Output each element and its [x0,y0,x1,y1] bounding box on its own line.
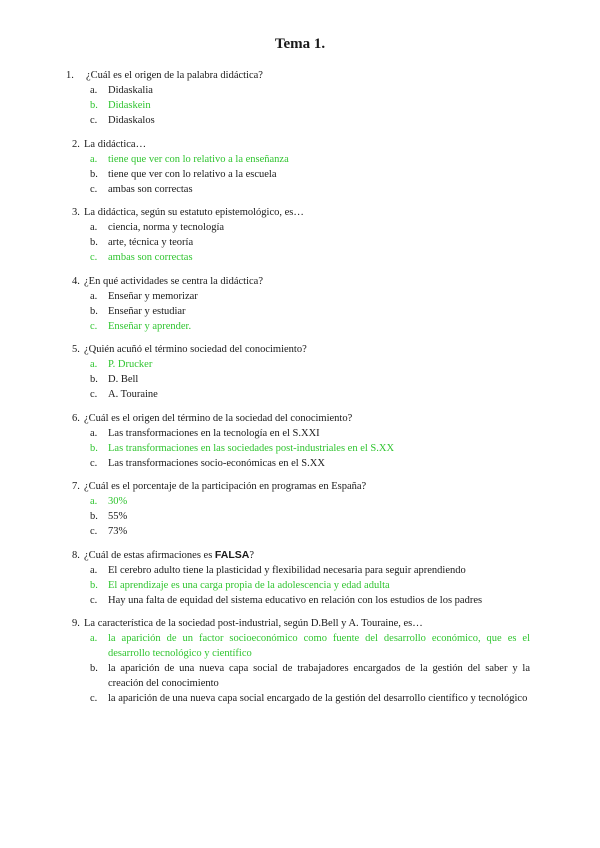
option-letter: b. [90,374,98,385]
option-letter: c. [90,693,98,704]
option-c-correct [0,250,600,265]
option-text: D. Bell [108,374,139,385]
page-title: Tema 1. [274,36,326,52]
option-c-correct [0,319,600,334]
option-letter: c. [90,526,98,537]
question-text: ¿Cuál es el origen de la palabra didáctica? [86,70,263,81]
option-a-correct [0,152,600,167]
option-a [0,563,600,578]
option-a-correct [0,494,600,509]
question-list [0,68,600,715]
option-letter: a. [90,85,98,96]
option-letter: c. [90,252,98,263]
option-text: Enseñar y memorizar [108,290,198,302]
question-number: 9. [72,618,80,629]
option-b-correct [0,441,600,456]
option-c [0,593,600,608]
option-text: 73% [108,526,128,537]
option-letter: b. [90,237,98,248]
option-letter: b. [90,305,98,317]
option-letter: c. [90,115,98,126]
option-letter: b. [90,663,98,674]
question-text-emphasis: FALSA [214,548,250,561]
option-b [0,372,600,387]
option-text: Enseñar y estudiar [108,305,186,317]
option-text: arte, técnica y teoría [108,237,194,248]
option-text: Las transformaciones en la tecnología en el S.XXI [108,427,320,439]
option-text: la aparición de una nueva capa social de trabajadores encargados de la gestión del saber y la creación del conocimiento [108,663,530,689]
question-6 [0,411,600,471]
question-text [84,548,254,563]
question-number: 4. [72,275,80,287]
option-letter: c. [90,389,98,400]
question-text: La didáctica… [84,138,147,150]
option-text: Didaskalia [108,85,153,96]
question-text: La didáctica, según su estatuto epistemológico, es… [84,207,304,218]
option-text: A. Touraine [108,389,158,400]
option-c [0,524,600,539]
option-text: Didaskalos [108,115,155,126]
option-letter: a. [90,359,98,370]
question-text: La característica de la sociedad post-industrial, según D.Bell y A. Touraine, es… [84,618,423,629]
question-number: 5. [72,344,80,355]
option-b-correct [0,98,600,113]
option-text: El aprendizaje es una carga propia de la adolescencia y edad adulta [108,579,390,591]
option-letter: a. [90,633,98,644]
question-number: 8. [72,549,80,561]
option-text: tiene que ver con lo relativo a la enseñanza [108,153,289,165]
option-letter: a. [90,564,98,576]
question-number: 2. [72,138,80,150]
option-b [0,304,600,319]
question-3 [0,205,600,265]
option-letter: b. [90,168,98,180]
option-text: ciencia, norma y tecnología [108,222,225,233]
option-b [0,235,600,250]
option-a [0,289,600,304]
option-text: Enseñar y aprender. [108,320,192,332]
option-letter: c. [90,457,98,469]
question-text: ¿Quién acuñó el término sociedad del conocimiento? [84,344,307,355]
option-letter: c. [90,594,98,606]
option-a [0,220,600,235]
question-1 [0,68,600,128]
option-letter: c. [90,183,98,195]
option-text: ambas son correctas [108,252,193,263]
option-letter: a. [90,222,98,233]
option-letter: b. [90,579,98,591]
option-text: la aparición de un factor socioeconómico como fuente del desarrollo económico, que es el desarrollo tecnológico y científico [108,633,530,659]
question-number: 7. [72,481,80,492]
question-text: ¿En qué actividades se centra la didáctica? [84,275,263,287]
option-b-correct [0,578,600,593]
option-letter: b. [90,442,98,454]
option-b [0,661,600,691]
option-letter: a. [90,496,98,507]
option-text: la aparición de una nueva capa social encargado de la gestión del desarrollo científico y tecnológico [108,693,528,704]
question-text: ¿Cuál es el porcentaje de la participación en programas en España? [84,481,367,492]
option-c [0,113,600,128]
option-text: El cerebro adulto tiene la plasticidad y flexibilidad necesaria para seguir aprendiendo [108,564,466,576]
question-text-after: ? [249,549,255,561]
option-b [0,167,600,182]
question-text-before: ¿Cuál de estas afirmaciones es [84,549,215,561]
question-9 [0,616,600,706]
question-5 [0,342,600,402]
option-text: P. Drucker [108,359,153,370]
option-letter: a. [90,153,98,165]
question-number: 3. [72,207,80,218]
option-letter: b. [90,100,98,111]
option-text: 30% [108,496,128,507]
option-letter: a. [90,427,98,439]
option-c [0,456,600,471]
option-c [0,182,600,197]
option-text: Hay una falta de equidad del sistema educativo en relación con los estudios de los padres [108,594,483,606]
option-text: Las transformaciones socio-económicas en el S.XX [108,457,325,469]
option-text: 55% [108,511,128,522]
option-letter: b. [90,511,98,522]
option-a [0,83,600,98]
option-text: Didaskein [108,100,151,111]
option-text: tiene que ver con lo relativo a la escuela [108,168,277,180]
question-2 [0,137,600,197]
question-4 [0,274,600,334]
option-text: ambas son correctas [108,183,193,195]
question-8 [0,548,600,608]
option-b [0,509,600,524]
question-7 [0,479,600,539]
question-number: 6. [72,412,80,424]
option-a-correct [0,357,600,372]
question-number: 1. [66,70,74,81]
option-letter: c. [90,320,98,332]
option-c [0,691,600,706]
option-a [0,426,600,441]
option-c [0,387,600,402]
option-a-correct [0,631,600,661]
question-text: ¿Cuál es el origen del término de la sociedad del conocimiento? [84,412,353,424]
option-text: Las transformaciones en las sociedades post-industriales en el S.XX [108,442,395,454]
option-letter: a. [90,290,98,302]
